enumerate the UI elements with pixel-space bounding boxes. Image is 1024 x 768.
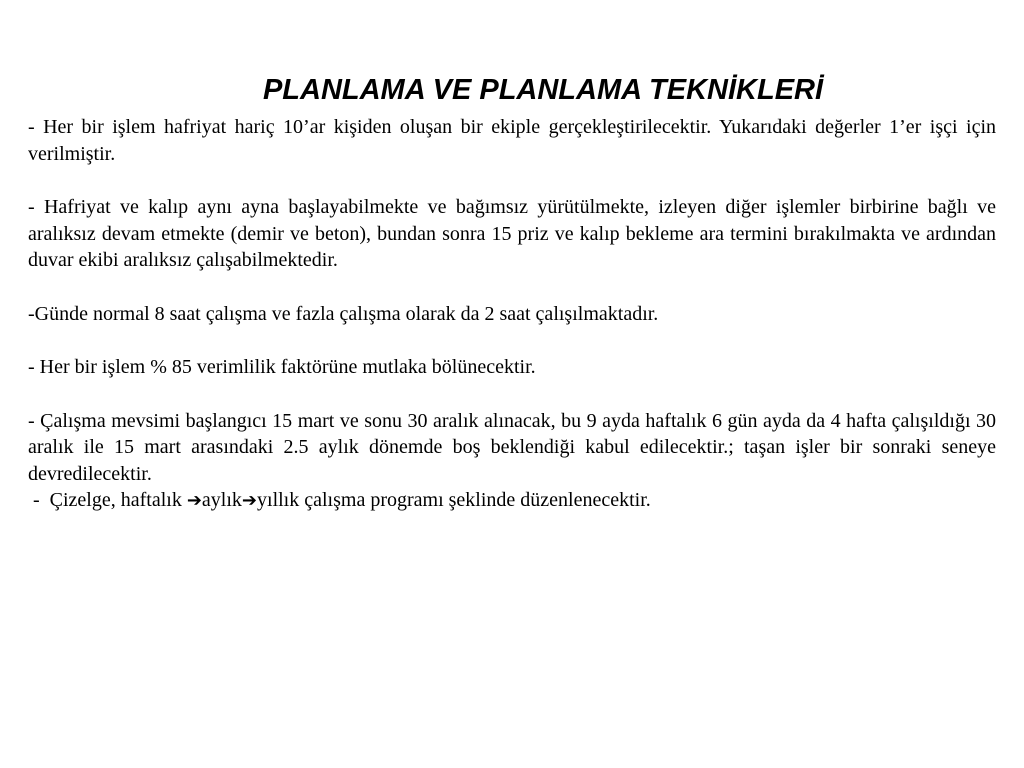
paragraph-spacer bbox=[28, 381, 996, 408]
paragraph-schedule bbox=[28, 487, 996, 515]
paragraph-work-sequence: - Hafriyat ve kalıp aynı ayna başlayabilmekte ve bağımsız yürütülmekte, izleyen diğer işlemler birbirine bağlı ve aralıksız devam etmekte (demir ve beton), bundan sonra 15 priz ve kalıp bekleme ara termini bırakılmakta ve ardından duvar ekibi aralıksız çalışabilmektedir. bbox=[28, 196, 996, 271]
paragraph-spacer bbox=[28, 167, 996, 194]
right-arrow-icon: ➔ bbox=[241, 490, 258, 511]
slide-title: PLANLAMA VE PLANLAMA TEKNİKLERİ bbox=[262, 74, 824, 106]
paragraph-spacer bbox=[28, 274, 996, 301]
paragraph-efficiency: - Her bir işlem % 85 verimlilik faktörüne mutlaka bölünecektir. bbox=[28, 356, 536, 378]
paragraph-season: - Çalışma mevsimi başlangıcı 15 mart ve sonu 30 aralık alınacak, bu 9 ayda haftalık 6 gün ayda da 4 hafta çalışıldığı 30 aralık ile 15 mart arasındaki 2.5 aylık dönemde boş beklendiği kabul edilecektir.; taşan işler bir sonraki seneye devredilecektir. bbox=[28, 409, 996, 485]
right-arrow-icon: ➔ bbox=[186, 490, 202, 511]
paragraph-team-size: - Her bir işlem hafriyat hariç 10’ar kişiden oluşan bir ekiple gerçekleştirilecektir. Yukarıdaki değerler 1’er işçi için verilmiştir. bbox=[28, 116, 996, 165]
slide-body bbox=[28, 114, 996, 515]
paragraph-spacer bbox=[28, 327, 996, 354]
schedule-suffix: yıllık çalışma programı şeklinde düzenlenecektir. bbox=[257, 489, 651, 511]
schedule-middle: aylık bbox=[201, 489, 242, 511]
paragraph-working-hours: -Günde normal 8 saat çalışma ve fazla çalışma olarak da 2 saat çalışılmaktadır. bbox=[28, 302, 659, 325]
schedule-prefix: - Çizelge, haftalık bbox=[28, 489, 187, 511]
